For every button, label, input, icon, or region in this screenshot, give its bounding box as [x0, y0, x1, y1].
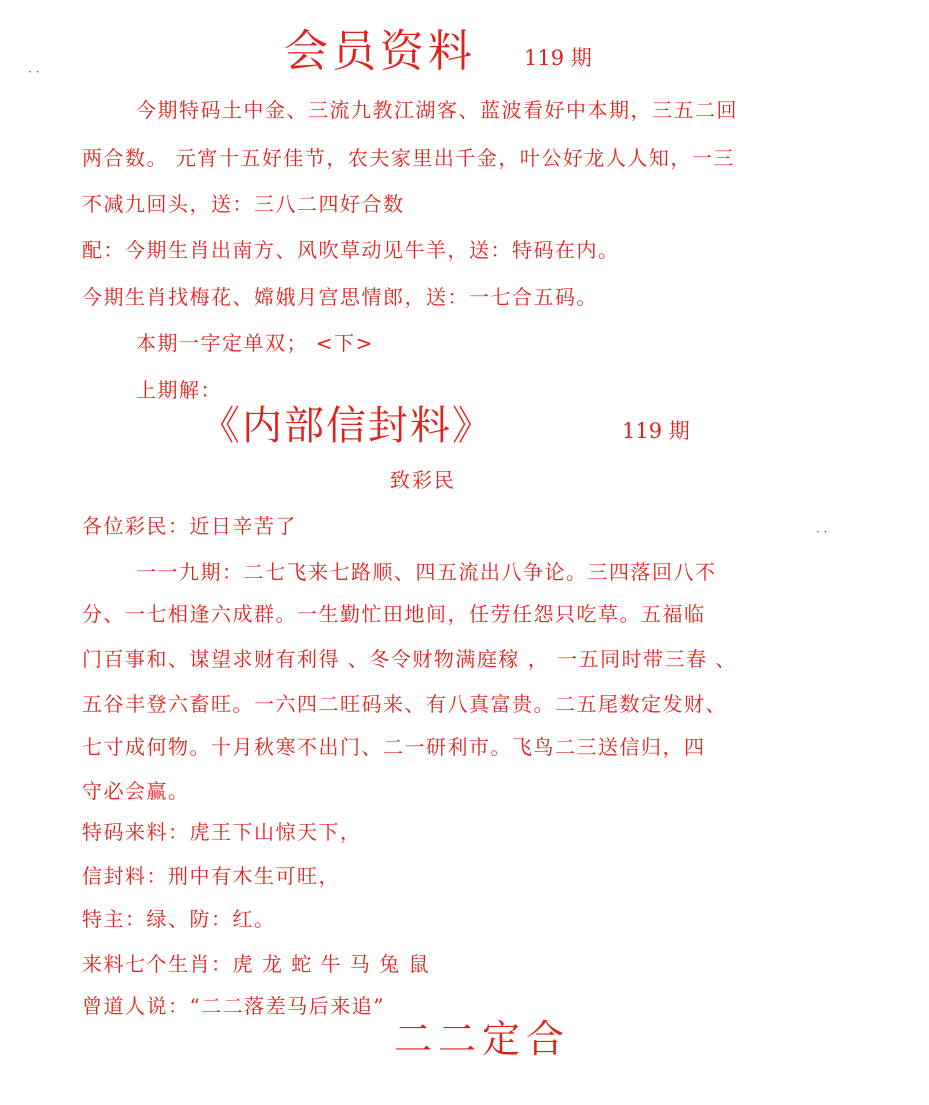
text-line: 配：今期生肖出南方、风吹草动见牛羊，送：特码在内。 — [82, 238, 620, 262]
internal-envelope-title: 《内部信封料》 — [200, 403, 494, 449]
final-prediction: 二二定合 — [394, 1017, 571, 1061]
text-line: 本期一字定单双； <下> — [136, 331, 374, 355]
greeting: 各位彩民：近日辛苦了 — [82, 514, 297, 538]
text-line: 七寸成何物。十月秋寒不出门、二一研利市。飞鸟二三送信归，四 — [82, 735, 706, 759]
scan-speck: · · — [28, 65, 40, 79]
text-line: 特主：绿、防：红。 — [82, 907, 276, 931]
text-line: 两合数。 元宵十五好佳节，农夫家里出千金，叶公好龙人人知，一三 — [82, 146, 735, 170]
text-line: 上期解： — [136, 378, 222, 402]
text-line: 不减九回头，送：三八二四好合数 — [82, 192, 405, 216]
issue-number: 119 期 — [524, 46, 592, 70]
text-line: 分、一七相逢六成群。一生勤忙田地间，任劳任怨只吃草。五福临 — [82, 602, 706, 626]
text-line: 今期生肖找梅花、嫦娥月宫思情郎，送：一七合五码。 — [82, 285, 598, 309]
text-line: 守必会赢。 — [82, 779, 190, 803]
member-info-title: 会员资料 — [284, 26, 476, 77]
scan-speck: · · — [816, 525, 828, 539]
issue-number: 119 期 — [622, 419, 690, 443]
text-line: 今期特码土中金、三流九教江湖客、蓝波看好中本期，三五二回 — [136, 98, 738, 122]
text-line: 五谷丰登六畜旺。一六四二旺码来、有八真富贵。二五尾数定发财、 — [82, 692, 727, 716]
text-line: 一一九期：二七飞来七路顺、四五流出八争论。三四落回八不 — [136, 560, 717, 584]
text-line: 特码来料：虎王下山惊天下， — [82, 820, 362, 844]
subtitle: 致彩民 — [390, 468, 456, 492]
text-line: 信封料：刑中有木生可旺， — [82, 864, 340, 888]
text-line: 曾道人说：“二二落差马后来追” — [82, 994, 385, 1018]
text-line: 来料七个生肖：虎 龙 蛇 牛 马 兔 鼠 — [82, 952, 431, 976]
text-line: 门百事和、谋望求财有利得 、冬令财物满庭稼 ， 一五同时带三春 、 — [82, 647, 737, 671]
